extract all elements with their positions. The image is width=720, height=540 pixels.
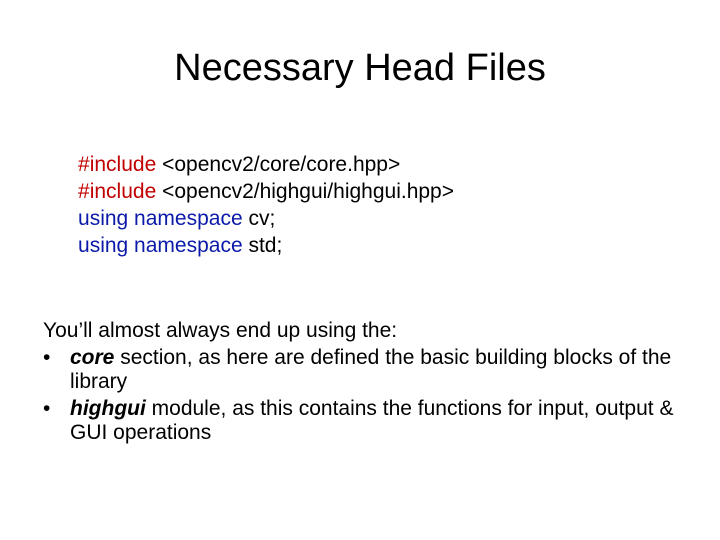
bullet-text: module, as this contains the functions for input, output & GUI operations (70, 397, 674, 444)
bullet-marker: • (43, 397, 51, 420)
include-code-block (43, 124, 455, 257)
namespace-keyword: using namespace (78, 234, 243, 257)
slide-title: Necessary Head Files (174, 47, 546, 89)
bullet-marker: • (43, 346, 51, 369)
intro-text: You’ll almost always end up using the: (43, 319, 398, 342)
preprocessor-directive: #include (78, 180, 157, 203)
preprocessor-directive: #include (78, 153, 157, 176)
namespace-keyword: using namespace (78, 207, 243, 230)
namespace-name: std; (242, 234, 283, 257)
include-path: <opencv2/core/core.hpp> (156, 153, 401, 176)
explanation-block (43, 317, 683, 445)
bullet-highgui (43, 397, 683, 445)
bullet-term: highgui (70, 397, 146, 420)
include-path: <opencv2/highgui/highgui.hpp> (156, 180, 455, 203)
bullet-text: section, as here are defined the basic building blocks of the library (70, 346, 672, 393)
bullet-core (43, 346, 683, 394)
code-line-include-core (43, 124, 454, 176)
bullet-term: core (70, 346, 115, 369)
namespace-name: cv; (242, 207, 276, 230)
